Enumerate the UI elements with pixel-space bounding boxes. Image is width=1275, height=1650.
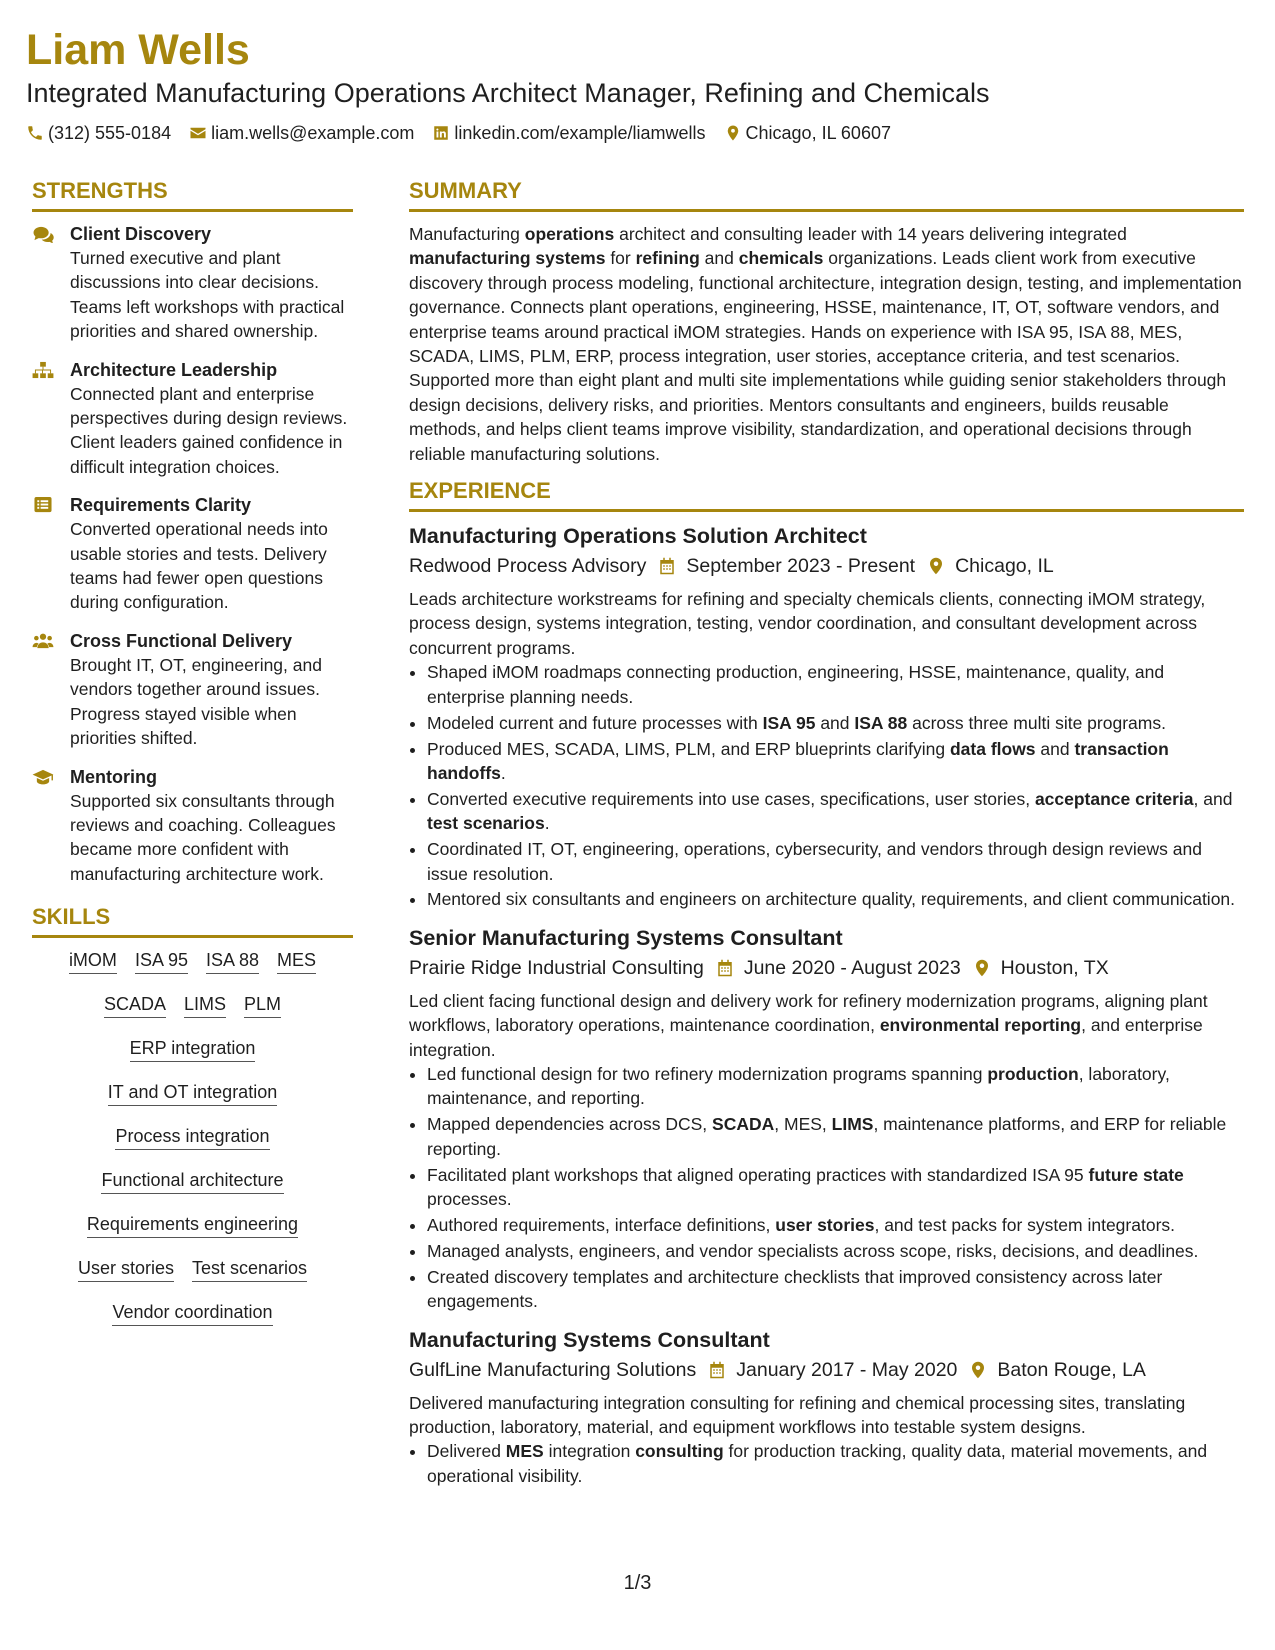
skill-row (32, 1124, 353, 1150)
company-name: GulfLine Manufacturing Solutions (409, 1358, 697, 1381)
text-run: and (699, 248, 739, 269)
sitemap-icon (32, 358, 70, 480)
linkedin-icon (432, 124, 450, 142)
bold-term: chemicals (738, 248, 824, 269)
strength-item (32, 222, 353, 344)
left-column (32, 178, 353, 1344)
job-entry (409, 522, 1244, 912)
strength-title: Requirements Clarity (70, 495, 252, 516)
text-run: , maintenance platforms, and ERP for reliable reporting. (427, 1114, 1227, 1159)
text-run: Authored requirements, interface definitions, (427, 1215, 776, 1235)
job-bullets (409, 1439, 1244, 1488)
strength-title: Client Discovery (70, 224, 212, 244)
skill-tag: Test scenarios (192, 1256, 307, 1282)
candidate-title: Integrated Manufacturing Operations Architect Manager, Refining and Chemicals (26, 78, 990, 108)
skills-list (32, 948, 353, 1326)
bullet-item (427, 737, 1244, 786)
bold-term: data flows (949, 738, 1036, 759)
bullet-item (427, 660, 1244, 709)
skill-row (32, 1300, 353, 1326)
text-run: , and test packs for system integrators. (874, 1215, 1176, 1235)
summary-heading: SUMMARY (409, 178, 1244, 212)
strength-title: Mentoring (70, 766, 157, 787)
strength-title: Architecture Leadership (70, 359, 278, 380)
skill-tag: SCADA (104, 992, 166, 1018)
skill-row (32, 1168, 353, 1194)
experience-heading: EXPERIENCE (409, 478, 1244, 512)
skill-tag: MES (277, 948, 316, 974)
bold-term: MES (505, 1441, 544, 1462)
bullet-item (427, 1062, 1244, 1111)
skill-row (32, 1256, 353, 1282)
skill-tag: Functional architecture (101, 1168, 283, 1194)
map-pin-icon (969, 1360, 987, 1380)
bold-term: user stories (775, 1215, 875, 1235)
job-entry (409, 924, 1244, 1314)
bold-term: environmental reporting (879, 1015, 1082, 1036)
bold-term: consulting (635, 1441, 724, 1462)
strength-description: Turned executive and plant discussions into clear decisions. Teams left workshops with practical priorities and shared ownership. (70, 248, 345, 342)
skill-tag: LIMS (184, 992, 226, 1018)
text-run: , and (1193, 788, 1233, 809)
calendar-icon (716, 958, 734, 978)
text-run: Coordinated IT, OT, engineering, operations, cybersecurity, and vendors through design reviews and issue resolution. (427, 839, 1202, 884)
page-number: 1/3 (623, 1572, 652, 1594)
contact-location (724, 122, 891, 144)
job-dates: June 2020 - August 2023 (743, 956, 961, 979)
map-pin-icon (724, 124, 742, 142)
skill-tag: Requirements engineering (87, 1212, 298, 1238)
job-description (409, 587, 1244, 660)
email-text: liam.wells@example.com (211, 123, 415, 143)
bold-term: manufacturing systems (409, 248, 606, 269)
skill-row (32, 1036, 353, 1062)
bold-term: test scenarios (427, 813, 545, 834)
bullet-item (427, 1112, 1244, 1161)
bold-term: ISA 95 (762, 712, 816, 733)
text-run: Mapped dependencies across DCS, (427, 1114, 713, 1135)
text-run: Manufacturing (409, 224, 525, 244)
job-dates: January 2017 - May 2020 (736, 1358, 958, 1381)
bold-term: operations (524, 224, 615, 244)
job-meta (409, 954, 1244, 982)
bullet-item (427, 837, 1244, 886)
bullet-item (427, 711, 1244, 735)
skill-tag: PLM (244, 992, 281, 1018)
bold-term: transaction handoffs (427, 738, 1169, 783)
bold-term: future state (1088, 1164, 1184, 1185)
strength-title: Cross Functional Delivery (70, 630, 293, 651)
skills-heading: SKILLS (32, 904, 353, 938)
phone-text: (312) 555-0184 (48, 123, 172, 143)
company-name: Redwood Process Advisory (409, 555, 647, 578)
bullet-item (427, 887, 1244, 911)
bold-term: SCADA (712, 1114, 775, 1135)
summary-text (409, 222, 1244, 466)
calendar-icon (658, 556, 676, 576)
skill-tag: ISA 95 (135, 948, 188, 974)
skill-tag: iMOM (69, 948, 117, 974)
text-run: Managed analysts, engineers, and vendor specialists across scope, risks, decisions, and deadlines. (427, 1240, 1199, 1261)
candidate-name: Liam Wells (26, 26, 250, 74)
text-run: for production tracking, quality data, material movements, and operational visibility. (427, 1441, 1208, 1486)
map-pin-icon (973, 958, 991, 978)
skill-row (32, 992, 353, 1018)
job-bullets (409, 1062, 1244, 1314)
text-run: Converted executive requirements into use cases, specifications, user stories, (427, 788, 1035, 809)
location-text: Chicago, IL 60607 (745, 123, 891, 143)
job-meta (409, 552, 1244, 580)
envelope-icon (189, 124, 207, 142)
text-run: Produced MES, SCADA, LIMS, PLM, and ERP blueprints clarifying (427, 738, 950, 759)
list-icon (32, 493, 70, 615)
bullet-item (427, 1239, 1244, 1263)
text-run: . (500, 762, 506, 783)
skill-tag: ERP integration (130, 1036, 256, 1062)
skill-tag: ISA 88 (206, 948, 259, 974)
text-run: Leads architecture workstreams for refining and specialty chemicals clients, connecting iMOM strategy, process design, systems integration, testing, vendor coordination, and consultant development across concurrent programs. (409, 589, 1206, 658)
skill-row (32, 1212, 353, 1238)
strength-description: Supported six consultants through reviews and coaching. Colleagues became more confident with manufacturing architecture work. (70, 790, 336, 884)
text-run: Led functional design for two refinery modernization programs spanning (427, 1064, 988, 1085)
text-run: , MES, (774, 1114, 832, 1135)
text-run: Led client facing functional design and delivery work for refinery modernization programs, aligning plant workflows, laboratory operations, maintenance coordination, (409, 990, 1208, 1036)
right-column (409, 178, 1244, 1500)
text-run: Modeled current and future processes with (427, 712, 763, 733)
job-dates: September 2023 - Present (686, 555, 916, 578)
skill-tag: User stories (78, 1256, 174, 1282)
job-title: Senior Manufacturing Systems Consultant (409, 925, 843, 950)
users-icon (32, 629, 70, 751)
job-description (409, 1391, 1244, 1440)
strength-description: Brought IT, OT, engineering, and vendors together around issues. Progress stayed visible when priorities shifted. (70, 654, 322, 749)
strength-item (32, 358, 353, 480)
experience-list (409, 522, 1244, 1488)
comments-icon (32, 222, 70, 344)
text-run: for (605, 248, 636, 269)
phone-icon (26, 124, 44, 142)
text-run: across three multi site programs. (907, 712, 1166, 733)
calendar-icon (708, 1360, 726, 1380)
bold-term: LIMS (831, 1114, 874, 1135)
skill-row (32, 1080, 353, 1106)
strength-item (32, 629, 353, 751)
contact-linkedin[interactable] (432, 122, 705, 144)
bold-term: refining (635, 248, 700, 269)
job-entry (409, 1326, 1244, 1489)
contact-phone[interactable] (26, 122, 171, 144)
strength-item (32, 493, 353, 615)
job-location: Baton Rouge, LA (997, 1358, 1146, 1381)
map-pin-icon (927, 556, 945, 576)
bullet-item (427, 1439, 1244, 1488)
text-run: integration (543, 1441, 636, 1462)
bold-term: production (987, 1064, 1079, 1085)
skill-tag: Vendor coordination (112, 1300, 272, 1326)
text-run: organizations. Leads client work from executive discovery through process modeling, functional architecture, integration design, testing, and implementation governance. Connects plant operations, engineering, HSSE, maintenance, IT, OT, software vendors, and enterprise teams around practical iMOM strategies. Hands on experience with ISA 95, ISA 88, MES, SCADA, LIMS, PLM, ERP, process integration, user stories, acceptance criteria, and test scenarios. Supported more than eight plant and multi site implementations while guiding senior stakeholders through design decisions, delivery risks, and priorities. Mentors consultants and engineers, builds reusable methods, and helps client teams improve visibility, standardization, and operational decisions through reliable manufacturing solutions. (409, 248, 1242, 464)
bold-term: ISA 88 (854, 712, 908, 733)
job-bullets (409, 660, 1244, 912)
text-run: Created discovery templates and architecture checklists that improved consistency across later engagements. (427, 1266, 1163, 1312)
bullet-item (427, 1265, 1244, 1314)
skill-tag: IT and OT integration (108, 1080, 277, 1106)
job-meta (409, 1356, 1244, 1384)
text-run: Shaped iMOM roadmaps connecting production, engineering, HSSE, maintenance, quality, and enterprise planning needs. (427, 662, 1165, 707)
strength-description: Connected plant and enterprise perspectives during design reviews. Client leaders gained confidence in difficult integration choices. (70, 383, 348, 477)
skill-row (32, 948, 353, 974)
text-run: . (544, 813, 550, 834)
text-run: architect and consulting leader with 14 years delivering integrated (614, 224, 1127, 244)
text-run: Delivered (427, 1441, 506, 1462)
bold-term: acceptance criteria (1034, 788, 1194, 809)
resume-header (26, 26, 1246, 144)
company-name: Prairie Ridge Industrial Consulting (409, 956, 704, 979)
contact-email[interactable] (189, 122, 414, 144)
strength-item (32, 765, 353, 887)
strengths-list (32, 222, 353, 886)
graduation-cap-icon (32, 765, 70, 887)
text-run: Mentored six consultants and engineers on architecture quality, requirements, and client communication. (427, 889, 1236, 910)
job-location: Houston, TX (1000, 956, 1109, 979)
contact-bar (26, 122, 1246, 144)
bullet-item (427, 1163, 1244, 1212)
text-run: and (1035, 738, 1075, 759)
bullet-item (427, 1213, 1244, 1237)
text-run: Facilitated plant workshops that aligned operating practices with standardized ISA 95 (427, 1164, 1089, 1185)
text-run: and (815, 712, 855, 733)
bullet-item (427, 787, 1244, 836)
text-run: , and enterprise integration. (409, 1015, 1203, 1060)
job-title: Manufacturing Operations Solution Architect (409, 524, 867, 549)
text-run: processes. (427, 1189, 512, 1210)
strengths-heading: STRENGTHS (32, 178, 353, 212)
linkedin-text: linkedin.com/example/liamwells (454, 123, 706, 143)
job-title: Manufacturing Systems Consultant (409, 1327, 770, 1352)
text-run: , laboratory, maintenance, and reporting. (427, 1064, 1170, 1109)
skill-tag: Process integration (115, 1124, 269, 1150)
strength-description: Converted operational needs into usable stories and tests. Delivery teams had fewer open questions during configuration. (70, 519, 328, 613)
job-description (409, 989, 1244, 1062)
job-location: Chicago, IL (955, 555, 1054, 578)
text-run: Delivered manufacturing integration consulting for refining and chemical processing sites, translating production, laboratory, material, and equipment workflows into testable system designs. (409, 1392, 1186, 1438)
